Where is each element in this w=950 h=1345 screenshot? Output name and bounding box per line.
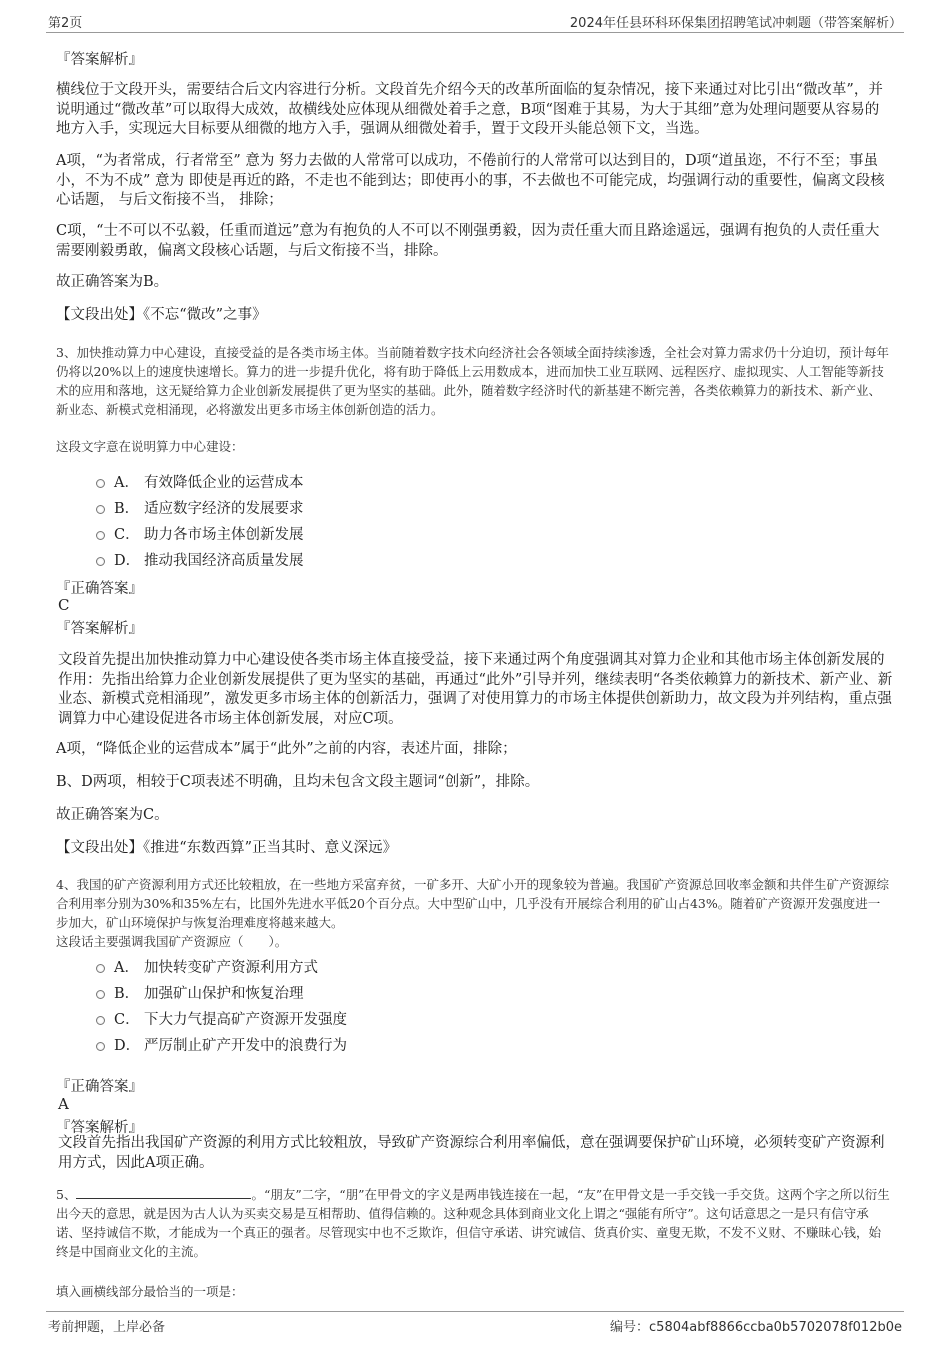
q3-analysis-p2: A项，“降低企业的运营成本”属于“此外”之前的内容，表述片面，排除； xyxy=(56,741,517,757)
option-text: 有效降低企业的运营成本 xyxy=(144,474,304,491)
q2-analysis-p2: A项，“为者常成，行者常至” 意为 努力去做的人常常可以成功，不倦前行的人常常可以达到目的，D项“道虽迩，不行不至；事虽小，不为不成” 意为 即使是再近的路，不走也不能到达；即使再小的事，不去做也不可能完成，均强调行动的重要性，偏离文段核心话题， 与后文衔接不当， 排除； xyxy=(56,153,885,208)
q3-options xyxy=(96,468,304,572)
q3-question: 这段文字意在说明算力中心建设： xyxy=(56,439,244,454)
q3-correct-label: 『正确答案』 xyxy=(56,581,143,597)
radio-icon[interactable] xyxy=(96,531,105,540)
q5-number: 5、 xyxy=(56,1187,77,1202)
q4-analysis-label: 『答案解析』 xyxy=(56,1120,143,1136)
q4-analysis-p1: 文段首先指出我国矿产资源的利用方式比较粗放，导致矿产资源综合利用率偏低，意在强调要保护矿山环境，必须转变矿产资源利用方式，因此A项正确。 xyxy=(58,1135,885,1171)
option-text: 推动我国经济高质量发展 xyxy=(144,552,304,569)
q4-option-d[interactable] xyxy=(96,1031,347,1057)
q3-option-a[interactable] xyxy=(96,468,304,494)
footer-slogan: 考前押题，上岸必备 xyxy=(48,1320,166,1335)
option-letter: C． xyxy=(114,1011,140,1028)
option-letter: A． xyxy=(114,959,139,976)
page-number: 第2页 xyxy=(48,16,83,31)
q3-conclusion: 故正确答案为C。 xyxy=(56,807,169,823)
q3-source: 【文段出处】《推进“东数西算”正当其时、意义深远》 xyxy=(56,840,398,856)
radio-icon[interactable] xyxy=(96,505,105,514)
q4-option-b[interactable] xyxy=(96,979,347,1005)
option-letter: D． xyxy=(114,1037,141,1054)
radio-icon[interactable] xyxy=(96,479,105,488)
option-text: 下大力气提高矿产资源开发强度 xyxy=(144,1011,347,1028)
page-footer xyxy=(46,1311,904,1336)
radio-icon[interactable] xyxy=(96,990,105,999)
q2-analysis-label: 『答案解析』 xyxy=(56,52,143,68)
option-letter: C． xyxy=(114,526,140,543)
radio-icon[interactable] xyxy=(96,964,105,973)
q5-blank xyxy=(76,1186,251,1199)
q5-stem-text: 。“朋友”二字，“朋”在甲骨文的字义是两串钱连接在一起，“友”在甲骨文是一手交钱一手交货。这两个字之所以衍生出今天的意思，就是因为古人认为买卖交易是互相帮助、值得信赖的。这种观念具体到商业文化上谓之“强能有所守”。这句话意思之一是只有信守承诺、坚持诚信不欺，才能成为一个真正的强者。尽管现实中也不乏欺诈，但信守承诺、讲究诚信、货真价实、童叟无欺，不发不义财、不赚昧心钱，始终是中国商业文化的主流。 xyxy=(56,1187,890,1259)
q3-option-c[interactable] xyxy=(96,520,304,546)
q3-option-b[interactable] xyxy=(96,494,304,520)
q2-analysis-p3: C项，“士不可以不弘毅，任重而道远”意为有抱负的人不可以不刚强勇毅，因为责任重大而且路途遥远，强调有抱负的人责任重大需要刚毅勇敢，偏离文段核心话题，与后文衔接不当，排除。 xyxy=(56,223,880,259)
option-text: 助力各市场主体创新发展 xyxy=(144,526,304,543)
option-text: 加快转变矿产资源利用方式 xyxy=(144,959,318,976)
footer-code-label: 编号： xyxy=(610,1320,650,1335)
radio-icon[interactable] xyxy=(96,1042,105,1051)
q5-question: 填入画横线部分最恰当的一项是： xyxy=(56,1284,244,1299)
footer-code xyxy=(610,1316,902,1335)
option-letter: A． xyxy=(114,474,139,491)
document-title: 2024年任县环科环保集团招聘笔试冲刺题（带答案解析） xyxy=(569,16,902,31)
footer-code-value: c5804abf8866ccba0b5702078f012b0e xyxy=(649,1320,902,1335)
q3-stem: 3、加快推动算力中心建设，直接受益的是各类市场主体。当前随着数字技术向经济社会各领域全面持续渗透，全社会对算力需求仍十分迫切，预计每年仍将以20%以上的速度快速增长。算力的进一步提升优化，将有助于降低上云用数成本，进而加快工业互联网、远程医疗、虚拟现实、人工智能等新技术的应用和落地，这无疑给算力企业创新发展提供了更为坚实的基础。此外，随着数字经济时代的新基建不断完善，各类依赖算力的新技术、新产业、新业态、新模式竞相涌现，必将激发出更多市场主体创新创造的活力。 xyxy=(56,345,889,417)
q4-correct-label: 『正确答案』 xyxy=(56,1079,143,1095)
page-header xyxy=(46,10,904,33)
option-letter: D． xyxy=(114,552,141,569)
q3-analysis-p1: 文段首先提出加快推动算力中心建设使各类市场主体直接受益，接下来通过两个角度强调其对算力企业和其他市场主体创新发展的作用：先指出给算力企业创新发展提供了更为坚实的基础，再通过“此外”引导并列，继续表明“各类依赖算力的新技术、新产业、新业态、新模式竞相涌现”，激发更多市场主体的创新活力，强调了对使用算力的市场主体提供创新助力，故文段为并列结构，重点强调算力中心建设促进各市场主体创新发展，对应C项。 xyxy=(58,652,893,727)
q5-stem xyxy=(56,1185,892,1261)
q4-option-c[interactable] xyxy=(96,1005,347,1031)
q2-analysis-p1: 横线位于文段开头，需要结合后文内容进行分析。文段首先介绍今天的改革所面临的复杂情况，接下来通过对比引出“微改革”，并说明通过“微改革”可以取得大成效，故横线处应体现从细微处着手之意，B项“图难于其易，为大于其细”意为处理问题要从容易的地方入手，实现远大目标要从细微的地方入手，强调从细微处着手，置于文段开头能总领下文，当选。 xyxy=(56,82,883,137)
q2-source: 【文段出处】《不忘“微改”之事》 xyxy=(56,307,267,323)
q3-analysis-p3: B、D两项，相较于C项表述不明确，且均未包含文段主题词“创新”，排除。 xyxy=(56,774,540,790)
radio-icon[interactable] xyxy=(96,1016,105,1025)
q4-answer: A xyxy=(58,1095,69,1113)
option-text: 严厉制止矿产开发中的浪费行为 xyxy=(144,1037,347,1054)
option-letter: B． xyxy=(114,985,140,1002)
option-text: 加强矿山保护和恢复治理 xyxy=(144,985,304,1002)
q2-conclusion: 故正确答案为B。 xyxy=(56,274,169,290)
radio-icon[interactable] xyxy=(96,557,105,566)
option-letter: B． xyxy=(114,500,140,517)
option-text: 适应数字经济的发展要求 xyxy=(144,500,304,517)
q3-option-d[interactable] xyxy=(96,546,304,572)
q4-question: 这段话主要强调我国矿产资源应（ ）。 xyxy=(56,934,288,949)
q4-option-a[interactable] xyxy=(96,953,347,979)
q3-analysis-label: 『答案解析』 xyxy=(56,621,143,637)
q3-answer: C xyxy=(58,596,70,614)
q4-options xyxy=(96,953,347,1057)
q4-stem: 4、我国的矿产资源利用方式还比较粗放，在一些地方采富弃贫，一矿多开、大矿小开的现象较为普遍。我国矿产资源总回收率金额和共伴生矿产资源综合利用率分别为30%和35%左右，比国外先进水平低20个百分点。大中型矿山中，几乎没有开展综合利用的矿山占43%。随着矿产资源开发强度进一步加大，矿山环境保护与恢复治理难度将越来越大。 xyxy=(56,877,889,930)
